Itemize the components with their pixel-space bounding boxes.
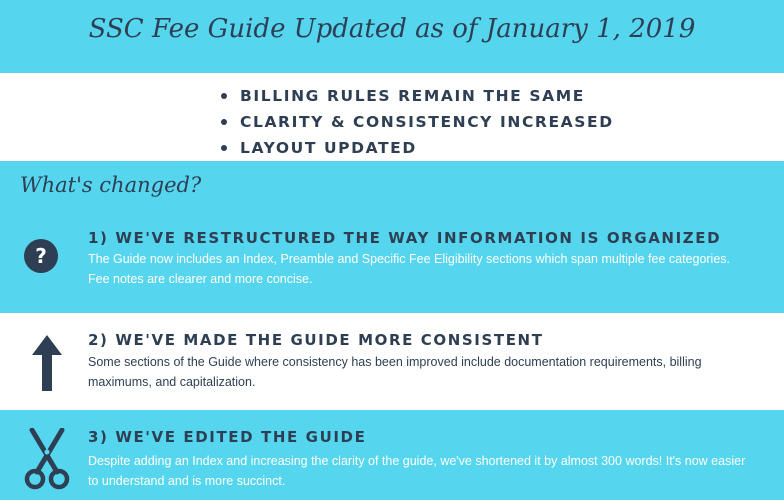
change-item-2-section <box>0 313 784 410</box>
summary-list <box>218 83 614 161</box>
svg-text:?: ? <box>35 244 47 268</box>
summary-bullet-text: BILLING RULES REMAIN THE SAME <box>240 87 585 105</box>
change-item-title: 3) WE'VE EDITED THE GUIDE <box>88 428 367 446</box>
scissors-icon <box>24 428 70 490</box>
change-item-1-section <box>0 161 784 313</box>
summary-bullet <box>218 135 614 161</box>
bullet-dot-icon <box>221 119 227 125</box>
change-item-body: The Guide now includes an Index, Preamble and Specific Fee Eligibility sections which span multiple fee categories. Fee notes are clearer and more concise. <box>88 252 731 286</box>
change-item-3-section <box>0 410 784 500</box>
change-item-title: 2) WE'VE MADE THE GUIDE MORE CONSISTENT <box>88 331 544 349</box>
summary-bullet <box>218 83 614 109</box>
summary-bullet-text: LAYOUT UPDATED <box>240 139 417 157</box>
whats-changed-heading: What's changed? <box>20 173 202 197</box>
header-banner <box>0 0 784 73</box>
change-item-title: 1) WE'VE RESTRUCTURED THE WAY INFORMATION IS ORGANIZED <box>88 229 722 247</box>
summary-section <box>0 73 784 161</box>
bullet-dot-icon <box>221 93 227 99</box>
change-item-body: Some sections of the Guide where consistency has been improved include documentation requirements, billing maximums, and capitalization. <box>88 355 702 389</box>
page-title: SSC Fee Guide Updated as of January 1, 2019 <box>88 14 696 44</box>
change-item-body: Despite adding an Index and increasing the clarity of the guide, we've shortened it by almost 300 words! It's now easier to understand and is more succinct. <box>88 454 746 488</box>
summary-bullet-text: CLARITY & CONSISTENCY INCREASED <box>240 113 614 131</box>
summary-bullet <box>218 109 614 135</box>
question-mark-icon <box>24 239 58 273</box>
up-arrow-icon <box>32 335 62 391</box>
bullet-dot-icon <box>221 145 227 151</box>
